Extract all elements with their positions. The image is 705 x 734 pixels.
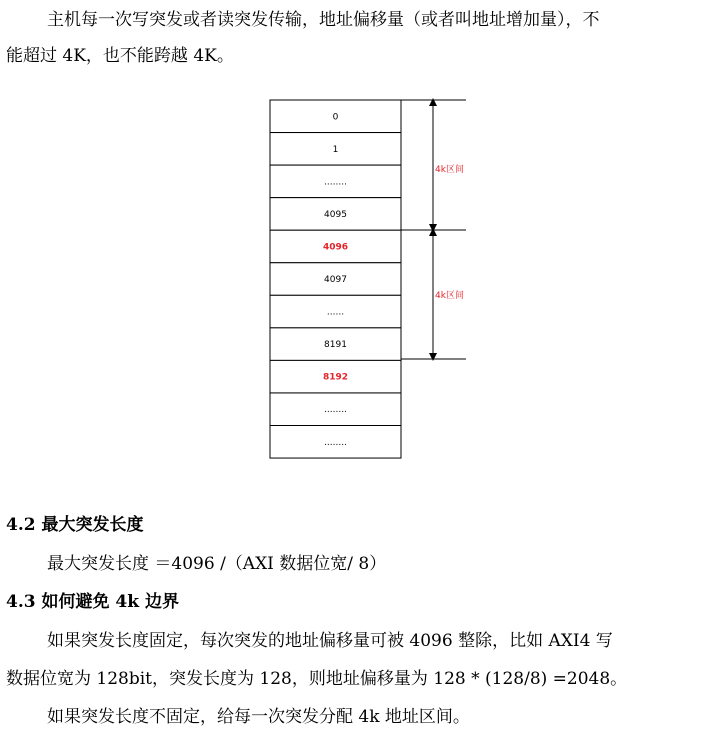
range-label-1: 4k区间	[435, 165, 464, 175]
section-4-2-heading: 4.2 最大突发长度	[6, 515, 144, 535]
address-cell-label: ........	[324, 437, 347, 448]
intro-line-2: 能超过 4K，也不能跨越 4K。	[6, 46, 234, 66]
section-4-2-formula: 最大突发长度 ＝4096 /（AXI 数据位宽/ 8）	[47, 554, 387, 574]
address-cell-label: 8192	[322, 372, 349, 383]
address-cell-label: 4096	[322, 242, 349, 253]
section-4-3-p1-line-2: 数据位宽为 128bit，突发长度为 128，则地址偏移量为 128 * (128/8) =2048。	[6, 669, 628, 689]
section-4-3-p2: 如果突发长度不固定，给每一次突发分配 4k 地址区间。	[47, 707, 470, 727]
address-cell-label: 4095	[324, 209, 347, 220]
address-cell-label: ........	[324, 177, 347, 188]
address-cell-label: 1	[332, 144, 339, 155]
address-cell-label: 4097	[324, 275, 347, 286]
address-cells	[270, 100, 401, 458]
address-cell-label: 0	[332, 112, 339, 123]
address-cell-label: ........	[324, 405, 347, 416]
address-cell-label: ......	[326, 307, 345, 318]
intro-line-1: 主机每一次写突发或者读突发传输，地址偏移量（或者叫地址增加量），不	[47, 10, 600, 30]
address-cell-label: 8191	[324, 340, 347, 351]
section-4-3-p1-line-1: 如果突发长度固定，每次突发的地址偏移量可被 4096 整除，比如 AXI4 写	[47, 631, 613, 651]
range-label-2: 4k区间	[435, 291, 464, 301]
section-4-3-heading: 4.3 如何避免 4k 边界	[6, 592, 179, 612]
